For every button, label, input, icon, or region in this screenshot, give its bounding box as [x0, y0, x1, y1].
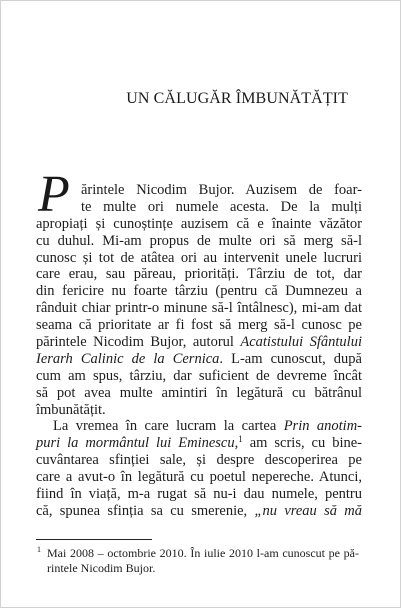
line-text: să pot avea multe amintiri în legătură cu bătrânul — [36, 384, 362, 401]
line-text: părintele Nicodim Bujor, autorul — [36, 334, 241, 351]
drop-cap: P — [38, 166, 70, 223]
text-line — [36, 216, 362, 233]
line-text: apropiați și cunoștințe auzisem că e înainte văzător — [36, 215, 362, 232]
footnote-line — [36, 561, 359, 576]
text-line — [36, 283, 362, 300]
italic-title-text: Ierarh Calinic de la Cernica — [36, 350, 220, 367]
chapter-title: UN CĂLUGĂR ÎMBUNĂTĂȚIT — [126, 90, 348, 107]
line-text: rânduit chiar printr-o minune să-l întâlnesc), mi-am dat — [36, 300, 362, 317]
text-line — [36, 300, 362, 317]
italic-title-text: Acatistului Sfântului — [240, 334, 362, 351]
text-line — [36, 233, 362, 250]
text-line — [36, 503, 362, 520]
italic-title-text: Prin anotim- — [283, 418, 362, 435]
line-text: că, spunea sfinția sa cu smerenie, — [36, 502, 255, 519]
body-text — [36, 166, 362, 520]
line-text: ărintele Nicodim Bujor. Auzisem de foar- — [81, 182, 362, 198]
text-line — [36, 469, 362, 486]
footnote-marker: 1 — [37, 545, 41, 554]
line-text: . L-am cunoscut, după — [219, 350, 362, 367]
text-line — [36, 351, 362, 368]
text-line — [36, 368, 362, 385]
text-line — [36, 435, 362, 452]
text-line — [36, 250, 362, 267]
line-text: care erau, sau păreau, priorități. Târziu de tot, dar — [36, 266, 362, 283]
line-text: care a avut-o în legătură cu poetul nepereche. Atunci, — [36, 469, 362, 486]
text-line — [36, 385, 362, 402]
footnote — [36, 546, 359, 575]
line-text: fiind în viață, m-a rugat să nu-i dau numele, pentru — [36, 486, 362, 503]
line-text: cuvântarea sfinției sale, și despre descoperirea pe — [36, 452, 362, 469]
footnote-separator — [36, 539, 152, 540]
line-text: seama că prioritate ar fi fost să merg să-l cunosc pe — [36, 317, 362, 334]
footnote-line — [36, 546, 359, 561]
text-line — [36, 402, 362, 419]
line-text: din fericire nu foarte târziu (pentru că Dumnezeu a — [36, 283, 362, 300]
text-line — [36, 266, 362, 283]
line-text: cum am spus, târziu, dar suficient de devreme încât — [36, 367, 362, 384]
italic-quote-text: „nu vreau să mă — [254, 502, 362, 519]
line-text: am scris, cu bine- — [242, 435, 362, 452]
text-line — [36, 452, 362, 469]
italic-title-text: puri la mormântul lui Eminescu, — [36, 435, 239, 452]
footnote-text: rintele Nicodim Bujor. — [47, 560, 156, 575]
text-line — [36, 334, 362, 351]
text-line — [36, 418, 362, 435]
line-text: te multe ori numele acesta. De la mulți — [81, 198, 362, 215]
text-line — [36, 199, 362, 216]
footnote-text: Mai 2008 – octombrie 2010. În iulie 2010 l-am cunoscut pe pă- — [47, 546, 359, 560]
text-line — [36, 317, 362, 334]
line-text: La vremea în care lucram la cartea — [53, 418, 284, 435]
text-line — [36, 486, 362, 503]
line-text: cunosc și tot de atâtea ori au intervenit unele lucruri — [36, 249, 362, 266]
footnote-reference: 1 — [238, 434, 243, 445]
text-line — [36, 182, 362, 199]
line-text: îmbunătățit. — [36, 401, 106, 418]
line-text: cu duhul. Mi-am propus de multe ori să merg să-l — [36, 232, 362, 249]
